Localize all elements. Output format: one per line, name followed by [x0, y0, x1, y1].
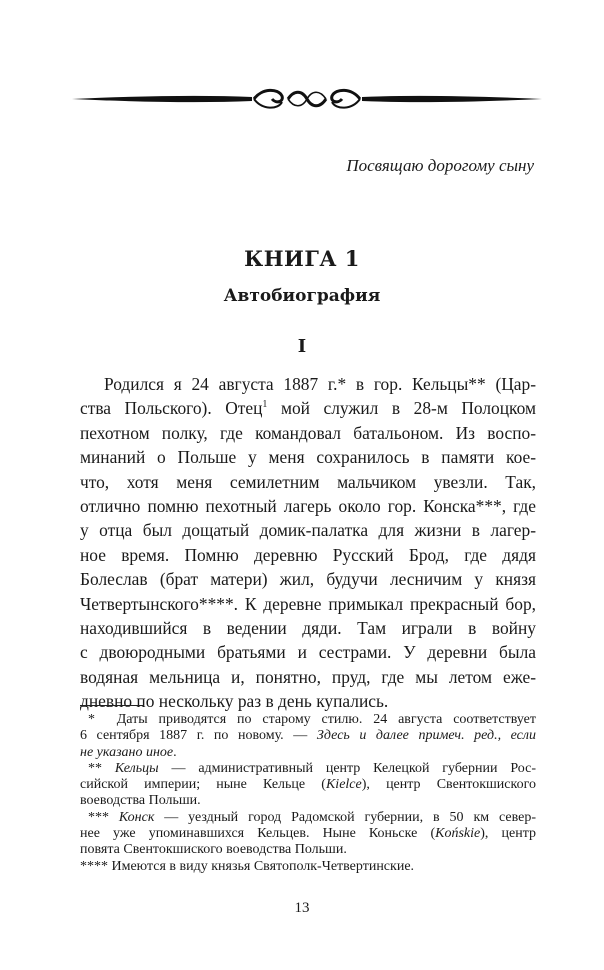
footnote-1-cont: 6 сентября 1887 г. по новому. — Здесь и далее примеч. ред., если: [80, 728, 536, 744]
decorative-divider-ornament: [72, 86, 542, 112]
footnote-divider: [80, 705, 144, 706]
footnote-ref: 1: [262, 399, 268, 411]
footnote-3-cont: нее уже упоминавшихся Кельцев. Ныне Коньске (Końskie), центр: [80, 826, 536, 842]
text-line: с двоюродными братьями и сестрами. У деревни была: [80, 642, 536, 663]
text-line: отлично помню пехотный лагерь около гор. Конска***, где: [80, 495, 536, 516]
text-line: Болеслав (брат матери) жил, будучи лесничим у князя: [80, 569, 536, 590]
dedication: Посвящаю дорогому сыну: [346, 156, 534, 175]
footnote-3-cont: повята Свентокшиского воеводства Польши.: [80, 842, 347, 858]
book-subtitle: Автобиография: [223, 286, 381, 306]
text-line: пехотном полку, где командовал батальоном. Из воспо-: [80, 422, 536, 443]
footnote-2-cont: сийской империи; ныне Кельце (Kielce), центр Свентокшиского: [80, 777, 536, 793]
page-number: 13: [294, 900, 310, 916]
footnote-3: *** Конск — уездный город Радомской губернии, в 50 км север-: [88, 809, 537, 825]
text-line: Родился я 24 августа 1887 г.* в гор. Кельцы** (Цар-: [104, 374, 536, 394]
book-title: КНИГА 1: [244, 246, 360, 271]
text-line: водяная мельница и, понятно, пруд, где мы летом еже-: [80, 666, 536, 687]
text-line: ства Польского). Отец$^1$ мой служил в 28-м Полоцком: [80, 398, 536, 419]
body-paragraph: [80, 372, 536, 713]
footnotes: [80, 712, 536, 875]
footnote-1: * Даты приводятся по старому стилю. 24 августа соответствует: [88, 712, 537, 727]
text-line: дневно по нескольку раз в день купались.: [80, 691, 389, 712]
text-line: находившийся в ведении дяди. Там играли в войну: [80, 617, 536, 638]
chapter-numeral: I: [297, 336, 307, 357]
footnote-2: ** Кельцы — административный центр Келецкой губернии Рос-: [88, 760, 536, 776]
text-line: у отца был дощатый домик-палатка для жизни в лагер-: [80, 520, 536, 541]
footnote-2-cont: воеводства Польши.: [80, 793, 201, 809]
text-line: что, хотя меня семилетним мальчиком увезли. Так,: [80, 471, 536, 492]
text-line: ное время. Помню деревню Русский Брод, где дядя: [80, 544, 536, 565]
text-line: минаний о Польше у меня сохранилось в памяти кое-: [80, 447, 536, 468]
text-line: Четвертынского****. К деревне примыкал прекрасный бор,: [80, 593, 536, 614]
footnote-4: **** Имеются в виду князья Святополк-Четвертинские.: [80, 858, 415, 874]
footnote-1-cont: не указано иное.: [80, 744, 177, 760]
